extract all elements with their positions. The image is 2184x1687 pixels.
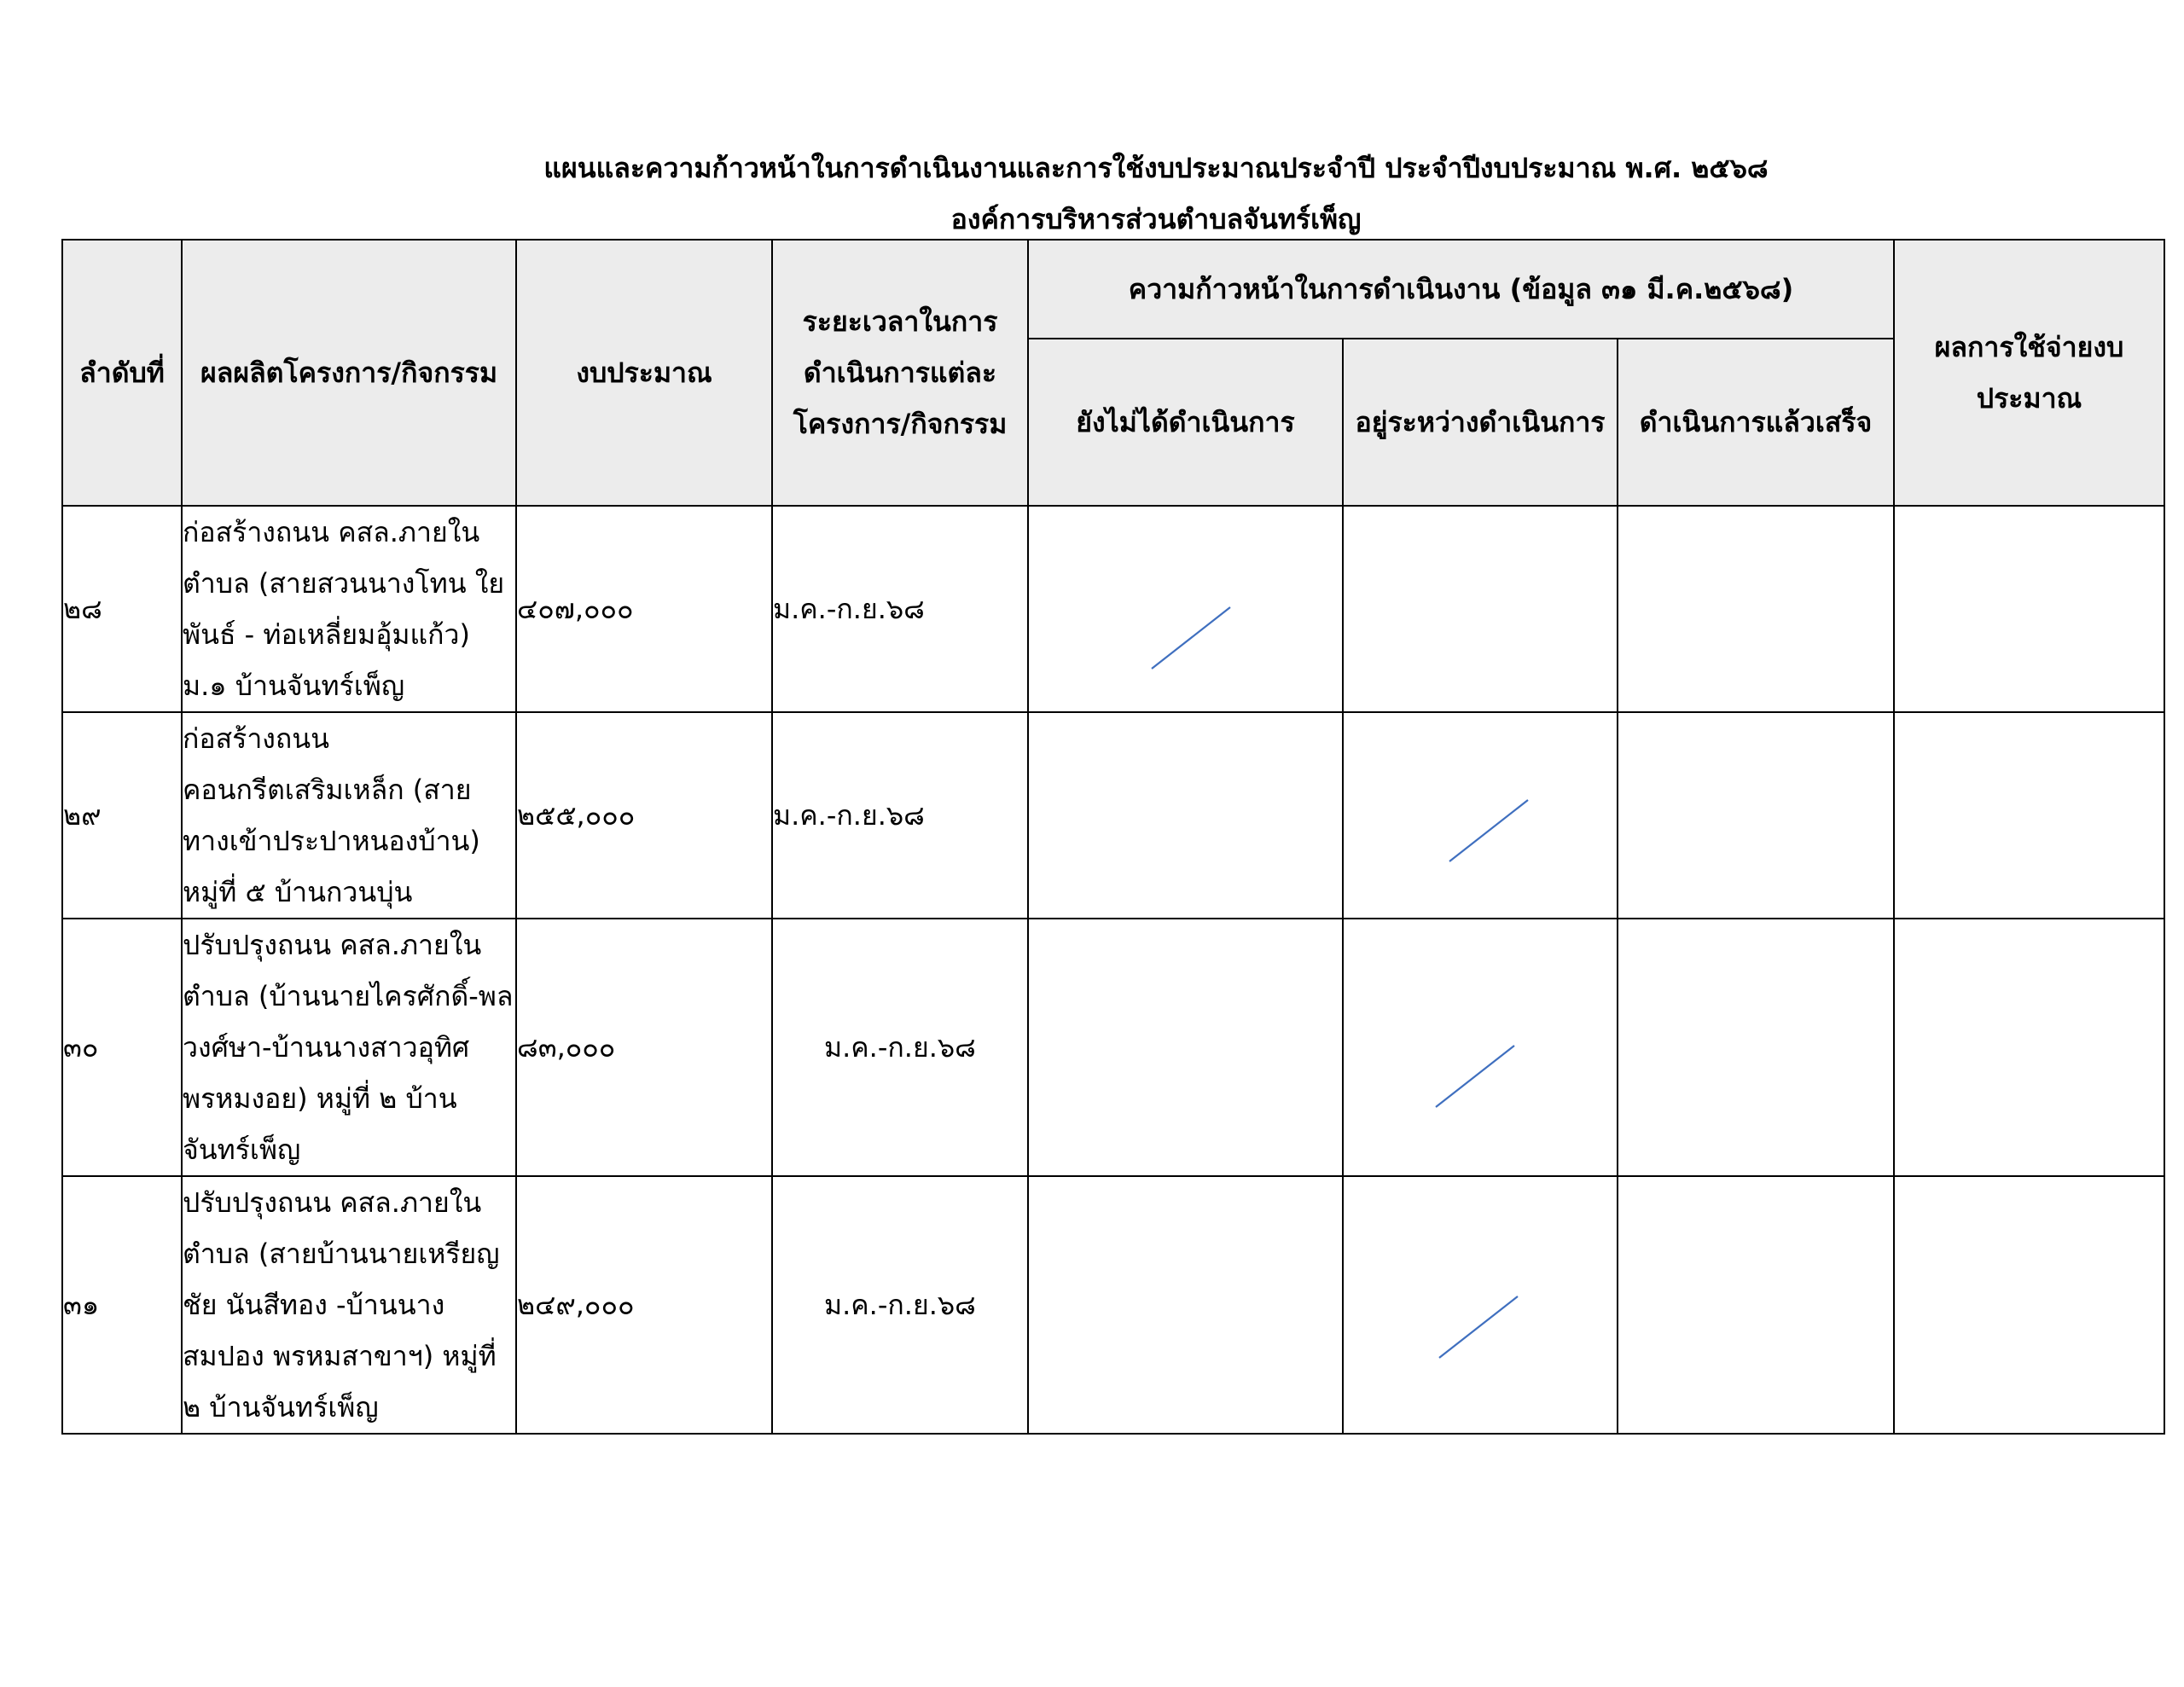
row-period: ม.ค.-ก.ย.๖๘ xyxy=(772,712,1028,919)
table-row xyxy=(62,1176,2164,1434)
check-mark-icon xyxy=(1441,795,1536,867)
cell-in-progress xyxy=(1343,919,1618,1176)
row-period: ม.ค.-ก.ย.๖๘ xyxy=(772,919,1028,1176)
header-not-started: ยังไม่ได้ดำเนินการ xyxy=(1028,339,1343,506)
cell-in-progress xyxy=(1343,1176,1618,1434)
row-project: ก่อสร้างถนนคอนกรีตเสริมเหล็ก (สายทางเข้าประปาหนองบ้าน) หมู่ที่ ๕ บ้านกวนบุ่น xyxy=(182,712,516,919)
row-budget: ๒๕๕,๐๐๐ xyxy=(516,712,772,919)
document-title: แผนและความก้าวหน้าในการดำเนินงานและการใช้งบประมาณประจำปี ประจำปีงบประมาณ พ.ศ. ๒๕๖๘ xyxy=(543,152,1769,184)
row-budget: ๘๓,๐๐๐ xyxy=(516,919,772,1176)
cell-not-started xyxy=(1028,506,1343,712)
cell-completed xyxy=(1618,1176,1894,1434)
cell-completed xyxy=(1618,712,1894,919)
organization-name: องค์การบริหารส่วนตำบลจันทร์เพ็ญ xyxy=(950,203,1362,235)
header-project: ผลผลิตโครงการ/กิจกรรม xyxy=(182,240,516,506)
cell-completed xyxy=(1618,919,1894,1176)
row-spending-result xyxy=(1894,919,2164,1176)
row-period: ม.ค.-ก.ย.๖๘ xyxy=(772,1176,1028,1434)
cell-not-started xyxy=(1028,919,1343,1176)
row-budget: ๔๐๗,๐๐๐ xyxy=(516,506,772,712)
header-spending-result: ผลการใช้จ่ายงบประมาณ xyxy=(1894,240,2164,506)
row-seq: ๓๑ xyxy=(62,1176,182,1434)
row-spending-result xyxy=(1894,1176,2164,1434)
cell-in-progress xyxy=(1343,712,1618,919)
header-in-progress: อยู่ระหว่างดำเนินการ xyxy=(1343,339,1618,506)
row-budget: ๒๔๙,๐๐๐ xyxy=(516,1176,772,1434)
cell-completed xyxy=(1618,506,1894,712)
row-seq: ๒๙ xyxy=(62,712,182,919)
check-mark-icon xyxy=(1143,602,1239,674)
table-row xyxy=(62,712,2164,919)
header-completed: ดำเนินการแล้วเสร็จ xyxy=(1618,339,1894,506)
table-row xyxy=(62,919,2164,1176)
check-mark-icon xyxy=(1431,1291,1526,1363)
row-seq: ๒๘ xyxy=(62,506,182,712)
cell-not-started xyxy=(1028,1176,1343,1434)
row-spending-result xyxy=(1894,712,2164,919)
header-progress-group: ความก้าวหน้าในการดำเนินงาน (ข้อมูล ๓๑ มี.ค.๒๕๖๘) xyxy=(1028,240,1894,339)
header-budget: งบประมาณ xyxy=(516,240,772,506)
row-spending-result xyxy=(1894,506,2164,712)
header-period: ระยะเวลาในการดำเนินการแต่ละโครงการ/กิจกรรม xyxy=(772,240,1028,506)
row-seq: ๓๐ xyxy=(62,919,182,1176)
cell-not-started xyxy=(1028,712,1343,919)
row-project: ก่อสร้างถนน คสล.ภายในตำบล (สายสวนนางโทน ใยพันธ์ - ท่อเหลี่ยมอุ้มแก้ว) ม.๑ บ้านจันทร์เพ็ญ xyxy=(182,506,516,712)
progress-table xyxy=(61,239,2165,1435)
row-period: ม.ค.-ก.ย.๖๘ xyxy=(772,506,1028,712)
cell-in-progress xyxy=(1343,506,1618,712)
row-project: ปรับปรุงถนน คสล.ภายในตำบล (บ้านนายไครศักดิ์-พลวงศ์ษา-บ้านนางสาวอุทิศ พรหมงอย) หมู่ที่ ๒ บ้านจันทร์เพ็ญ xyxy=(182,919,516,1176)
check-mark-icon xyxy=(1427,1041,1523,1112)
table-row xyxy=(62,506,2164,712)
row-project: ปรับปรุงถนน คสล.ภายในตำบล (สายบ้านนายเหรียญชัย นันสีทอง -บ้านนางสมปอง พรหมสาขาฯ) หมู่ที่ ๒ บ้านจันทร์เพ็ญ xyxy=(182,1176,516,1434)
header-seq: ลำดับที่ xyxy=(62,240,182,506)
